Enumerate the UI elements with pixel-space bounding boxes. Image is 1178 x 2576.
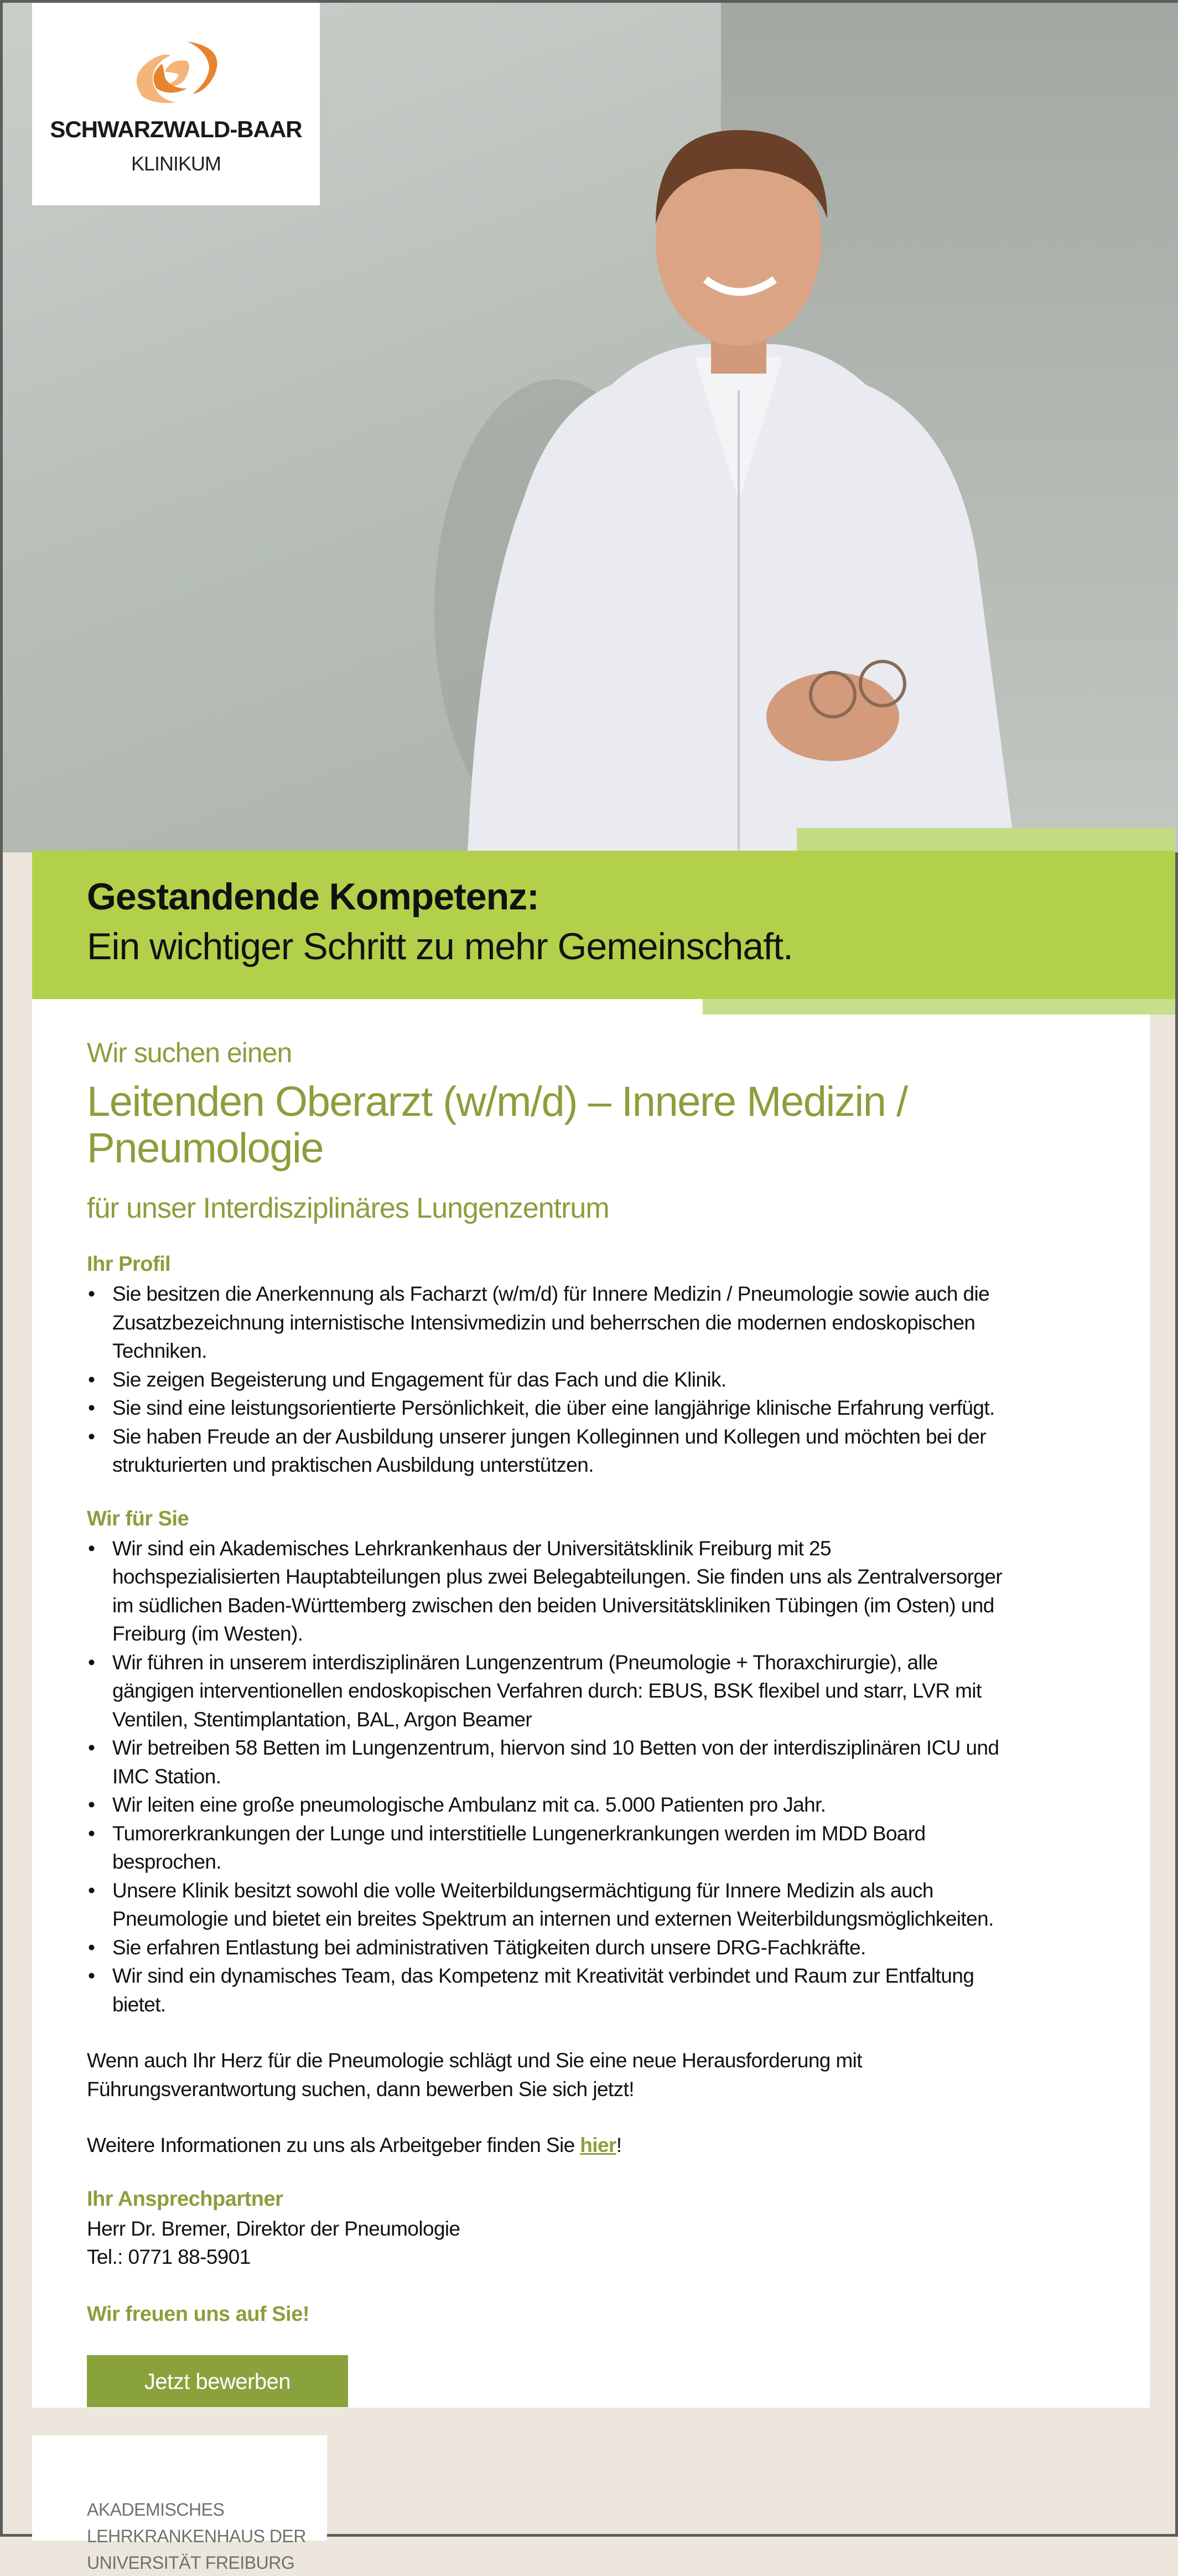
list-item: • Sie sind eine leistungsorientierte Persönlichkeit, die über eine langjährige klinische Erfahrung verfügt. [87,1394,1110,1423]
profile-list [87,1280,1110,1480]
more-info-link[interactable]: hier [580,2134,616,2156]
offer-list [87,1534,1110,2019]
more-info-suffix: ! [616,2134,622,2156]
closing-text: Wenn auch Ihr Herz für die Pneumologie schlägt und Sie eine neue Herausforderung mit Führungsverantwortung suchen, dann bewerben Sie sich jetzt! [87,2049,862,2101]
list-item: • Wir sind ein dynamisches Team, das Kompetenz mit Kreativität verbindet und Raum zur Entfaltung bietet. [87,1962,1110,2019]
more-info-text: Weitere Informationen zu uns als Arbeitgeber finden Sie [87,2134,580,2156]
list-item: • Wir führen in unserem interdisziplinären Lungenzentrum (Pneumologie + Thoraxchirurgie), alle gängigen interventionellen endoskopischen Verfahren durch: EBUS, BSK flexibel und starr, LVR mit Ventilen, Stentimplantation, BAL, Argon Beamer [87,1648,1110,1734]
list-item: • Wir leiten eine große pneumologische Ambulanz mit ca. 5.000 Patienten pro Jahr. [87,1791,1110,1819]
logo-swirl-icon [132,42,226,108]
more-info [87,2131,1110,2160]
footer-badge [32,2435,327,2573]
job-subtitle: für unser Interdisziplinäres Lungenzentrum [87,1192,609,1224]
contact-name: Herr Dr. Bremer, Direktor der Pneumologie [87,2217,460,2240]
offer-heading: Wir für Sie [87,1507,189,1530]
list-item: • Tumorerkrankungen der Lunge und interstitielle Lungenerkrankungen werden im MDD Board besprochen. [87,1819,1110,1876]
greeting: Wir freuen uns auf Sie! [87,2302,309,2326]
list-item: • Wir betreiben 58 Betten im Lungenzentrum, hiervon sind 10 Betten von der interdisziplinären ICU und IMC Station. [87,1734,1110,1791]
headline-title: Gestandende Kompetenz: [87,876,539,918]
accent-strip-top [797,828,1175,852]
job-title: Leitenden Oberarzt (w/m/d) – Innere Medizin / Pneumologie [87,1078,907,1172]
contact-phone: Tel.: 0771 88-5901 [87,2246,251,2268]
logo-name: SCHWARZWALD-BAAR [50,116,302,142]
job-intro: Wir suchen einen [87,1037,292,1068]
headline-subtitle: Ein wichtiger Schritt zu mehr Gemeinschaft. [87,925,793,968]
list-item: • Sie besitzen die Anerkennung als Facharzt (w/m/d) für Innere Medizin / Pneumologie sowie auch die Zusatzbezeichnung internistische Intensivmedizin und beherrschen die modernen endoskopischen Techniken. [87,1280,1110,1365]
hero-image [3,3,1178,852]
logo [32,3,320,205]
headline-band [32,851,1175,999]
list-item: • Sie zeigen Begeisterung und Engagement für das Fach und die Klinik. [87,1365,1110,1394]
list-item: • Sie erfahren Entlastung bei administrativen Tätigkeiten durch unsere DRG-Fachkräfte. [87,1933,1110,1962]
contact-heading: Ihr Ansprechpartner [87,2187,283,2211]
list-item: • Unsere Klinik besitzt sowohl die volle Weiterbildungsermächtigung für Innere Medizin als auch Pneumologie und bietet ein breites Spektrum an internen und externen Weiterbildungsmöglichkeiten. [87,1876,1110,1933]
list-item: • Sie haben Freude an der Ausbildung unserer jungen Kolleginnen und Kollegen und möchten bei der strukturierten und praktischen Ausbildung unterstützen. [87,1423,1110,1480]
footer-text: AKADEMISCHES LEHRKRANKENHAUS DER UNIVERSITÄT FREIBURG [87,2500,306,2573]
accent-strip-bottom [703,999,1175,1015]
logo-subtitle: KLINIKUM [131,152,221,175]
list-item: • Wir sind ein Akademisches Lehrkrankenhaus der Universitätsklinik Freiburg mit 25 hochspezialisierten Hauptabteilungen plus zwei Belegabteilungen. Sie finden uns als Zentralversorger im südlichen Baden-Württemberg zwischen den beiden Universitätskliniken Tübingen (im Osten) und Freiburg (im Westen). [87,1534,1110,1648]
apply-button[interactable]: Jetzt bewerben [87,2355,348,2407]
profile-heading: Ihr Profil [87,1253,171,1276]
job-card [32,999,1150,2408]
